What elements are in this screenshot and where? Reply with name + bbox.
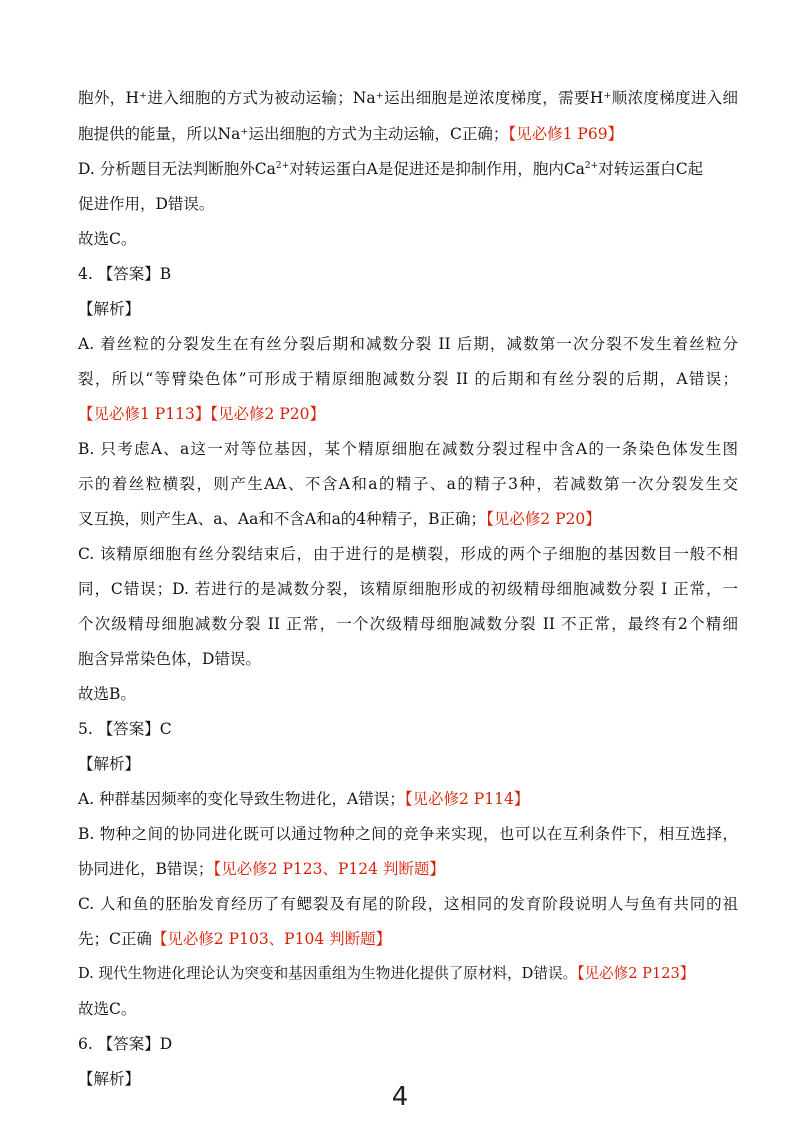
text-line [78, 789, 738, 809]
text-line: 裂，所以“等臂染色体”可形成于精原细胞减数分裂 II 的后期和有丝分裂的后期，A错误； [78, 370, 738, 388]
text-line: 同，C错误；D. 若进行的是减数分裂，该精原细胞形成的初级精母细胞减数分裂 I 正常，一 [78, 580, 738, 598]
textbook-reference: 【见必修1 P69】 [508, 125, 624, 143]
superscript: 2+ [275, 161, 290, 171]
superscript: 2+ [584, 161, 599, 171]
text-line: B. 物种之间的协同进化既可以通过物种之间的竞争来实现，也可以在互利条件下，相互选择， [78, 825, 738, 843]
analysis-heading: 【解析】 [78, 1070, 141, 1088]
answer-heading: 6. 【答案】D [78, 1035, 173, 1053]
text-line: A. 着丝粒的分裂发生在有丝分裂后期和减数分裂 II 后期，减数第一次分裂不发生着丝粒分 [78, 335, 738, 353]
text-line: 个次级精母细胞减数分裂 II 正常，一个次级精母细胞减数分裂 II 不正常，最终有2个精细 [78, 615, 738, 633]
text-line [78, 124, 738, 144]
text-line: C. 该精原细胞有丝分裂结束后，由于进行的是横裂，形成的两个子细胞的基因数目一般不相 [78, 545, 738, 563]
page-number: 4 [391, 1082, 409, 1112]
text-line [78, 964, 738, 984]
textbook-reference: 【见必修2 P103、P104 判断题】 [151, 930, 392, 948]
textbook-reference: 【见必修1 P113】【见必修2 P20】 [78, 405, 325, 423]
analysis-heading: 【解析】 [78, 755, 141, 773]
text-segment: A. 种群基因频率的变化导致生物进化，A错误； [78, 790, 405, 808]
text-segment: 协同进化，B错误； [78, 860, 214, 878]
text-line: C. 人和鱼的胚胎发育经历了有鳃裂及有尾的阶段，这相同的发育阶段说明人与鱼有共同的祖 [78, 895, 738, 913]
textbook-reference: 【见必修2 P20】 [486, 510, 601, 528]
text-line [78, 509, 738, 529]
text-line [78, 859, 738, 879]
text-segment: 叉互换，则产生A、a、Aa和不含A和a的4种精子，B正确； [78, 510, 487, 528]
text-segment: D. 分析题目无法判断胞外Ca [78, 160, 276, 178]
textbook-reference: 【见必修2 P123】 [577, 965, 695, 982]
text-line: 示的着丝粒横裂，则产生AA、不含A和a的精子、a的精子3种，若减数第一次分裂发生交 [78, 475, 738, 493]
textbook-reference: 【见必修2 P114】 [404, 790, 530, 808]
text-line: 故选C。 [78, 1000, 137, 1018]
text-line: B. 只考虑A、a这一对等位基因，某个精原细胞在减数分裂过程中含A的一条染色体发生图 [78, 440, 738, 458]
text-line [78, 929, 738, 949]
text-line: 促进作用，D错误。 [78, 195, 215, 213]
text-segment: D. 现代生物进化理论认为突变和基因重组为生物进化提供了原材料，D错误。 [78, 965, 578, 982]
textbook-reference: 【见必修2 P123、P124 判断题】 [213, 860, 445, 878]
text-segment: 先；C正确 [78, 930, 152, 948]
text-line: 胞含异常染色体，D错误。 [78, 650, 261, 668]
analysis-heading: 【解析】 [78, 300, 141, 318]
text-line: 胞外，H⁺进入细胞的方式为被动运输；Na⁺运出细胞是逆浓度梯度，需要H⁺顺浓度梯度进入细 [78, 89, 738, 107]
answer-heading: 4. 【答案】B [78, 265, 172, 283]
text-segment: 胞提供的能量，所以Na⁺运出细胞的方式为主动运输，C正确； [78, 125, 509, 143]
text-line [78, 159, 738, 179]
text-line: 故选C。 [78, 230, 137, 248]
text-segment: 对转运蛋白A是促进还是抑制作用，胞内Ca [289, 160, 585, 178]
answer-heading: 5. 【答案】C [78, 720, 172, 738]
text-line: 故选B。 [78, 685, 136, 703]
text-segment: 对转运蛋白C起 [598, 160, 704, 178]
